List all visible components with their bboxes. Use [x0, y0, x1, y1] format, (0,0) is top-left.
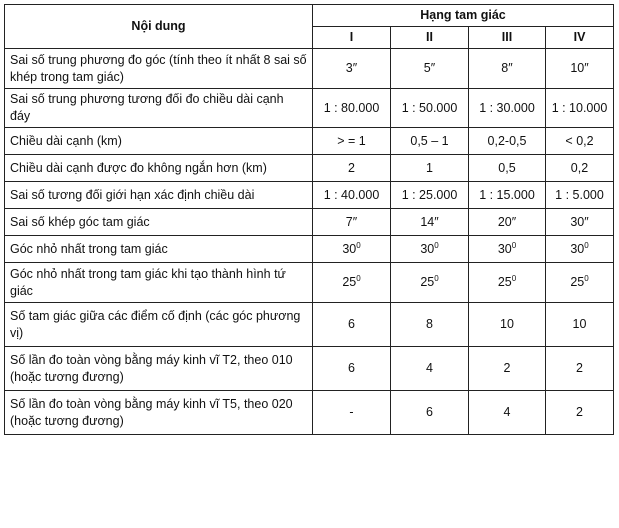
table-row	[5, 236, 614, 263]
cell-value: 5″	[391, 49, 469, 89]
row-label: Sai số tương đối giới hạn xác định chiều dài	[5, 182, 313, 209]
row-label: Số lần đo toàn vòng bằng máy kinh vĩ T5, theo 020 (hoặc tương đương)	[5, 391, 313, 435]
cell-value: 6	[313, 303, 391, 347]
angle-value: 30	[420, 241, 435, 256]
cell-value: 2	[546, 391, 614, 435]
cell-value: 1 : 50.000	[391, 89, 469, 128]
cell-value: 1 : 15.000	[469, 182, 546, 209]
cell-value: 8	[391, 303, 469, 347]
cell-value: 1 : 80.000	[313, 89, 391, 128]
header-class-1: I	[313, 27, 391, 49]
table-row	[5, 263, 614, 303]
header-triangle-class: Hạng tam giác	[313, 5, 614, 27]
angle-value: 30	[570, 241, 585, 256]
cell-value: 0,2	[546, 155, 614, 182]
cell-value	[391, 236, 469, 263]
degree-superscript: 0	[511, 273, 517, 283]
cell-value: 10″	[546, 49, 614, 89]
table-row	[5, 347, 614, 391]
degree-superscript: 0	[356, 240, 361, 250]
cell-value	[391, 263, 469, 303]
row-label: Góc nhỏ nhất trong tam giác khi tạo thành hình tứ giác	[5, 263, 313, 303]
cell-value: 3″	[313, 49, 391, 89]
degree-superscript: 0	[584, 273, 589, 283]
degree-superscript: 0	[584, 240, 589, 250]
cell-value: 14″	[391, 209, 469, 236]
header-class-3: III	[469, 27, 546, 49]
cell-value: 4	[391, 347, 469, 391]
cell-value: 4	[469, 391, 546, 435]
cell-value: 1 : 5.000	[546, 182, 614, 209]
cell-value: 10	[469, 303, 546, 347]
header-class-2: II	[391, 27, 469, 49]
cell-value: 6	[313, 347, 391, 391]
row-label: Chiều dài cạnh (km)	[5, 128, 313, 155]
row-label: Sai số trung phương đo góc (tính theo ít nhất 8 sai số khép trong tam giác)	[5, 49, 313, 89]
degree-superscript: 0	[511, 240, 517, 250]
row-label: Số lần đo toàn vòng bằng máy kinh vĩ T2, theo 010 (hoặc tương đương)	[5, 347, 313, 391]
cell-value: < 0,2	[546, 128, 614, 155]
angle-value: 25	[570, 275, 585, 289]
row-label: Sai số trung phương tương đối đo chiều dài cạnh đáy	[5, 89, 313, 128]
table-row	[5, 49, 614, 89]
table-row	[5, 303, 614, 347]
header-row-top	[5, 5, 614, 27]
table-row	[5, 128, 614, 155]
cell-value: > = 1	[313, 128, 391, 155]
cell-value	[469, 263, 546, 303]
angle-value: 30	[497, 241, 512, 256]
header-content: Nội dung	[5, 5, 313, 49]
cell-value	[469, 236, 546, 263]
table-row	[5, 155, 614, 182]
degree-superscript: 0	[434, 240, 439, 250]
cell-value: 20″	[469, 209, 546, 236]
cell-value: 1 : 30.000	[469, 89, 546, 128]
row-label: Chiều dài cạnh được đo không ngắn hơn (km)	[5, 155, 313, 182]
angle-value: 30	[342, 241, 357, 256]
cell-value: 0,2-0,5	[469, 128, 546, 155]
cell-value: -	[313, 391, 391, 435]
table-row	[5, 182, 614, 209]
cell-value	[313, 263, 391, 303]
cell-value: 2	[546, 347, 614, 391]
cell-value	[313, 236, 391, 263]
row-label: Góc nhỏ nhất trong tam giác	[5, 236, 313, 263]
cell-value: 0,5 – 1	[391, 128, 469, 155]
row-label: Sai số khép góc tam giác	[5, 209, 313, 236]
cell-value: 6	[391, 391, 469, 435]
cell-value: 1 : 40.000	[313, 182, 391, 209]
header-class-4: IV	[546, 27, 614, 49]
cell-value	[546, 263, 614, 303]
triangulation-class-table	[4, 4, 614, 435]
cell-value: 1 : 10.000	[546, 89, 614, 128]
angle-value: 25	[497, 275, 512, 289]
degree-superscript: 0	[434, 273, 439, 283]
cell-value: 7″	[313, 209, 391, 236]
cell-value: 0,5	[469, 155, 546, 182]
row-label: Số tam giác giữa các điểm cố định (các góc phương vị)	[5, 303, 313, 347]
table-row	[5, 391, 614, 435]
angle-value: 25	[420, 275, 435, 289]
cell-value: 8″	[469, 49, 546, 89]
cell-value: 2	[469, 347, 546, 391]
cell-value: 1 : 25.000	[391, 182, 469, 209]
table-row	[5, 209, 614, 236]
angle-value: 25	[342, 275, 357, 289]
cell-value: 2	[313, 155, 391, 182]
degree-superscript: 0	[356, 273, 361, 283]
cell-value	[546, 236, 614, 263]
cell-value: 1	[391, 155, 469, 182]
cell-value: 30″	[546, 209, 614, 236]
triangulation-table-container	[4, 4, 614, 435]
table-row	[5, 89, 614, 128]
cell-value: 10	[546, 303, 614, 347]
